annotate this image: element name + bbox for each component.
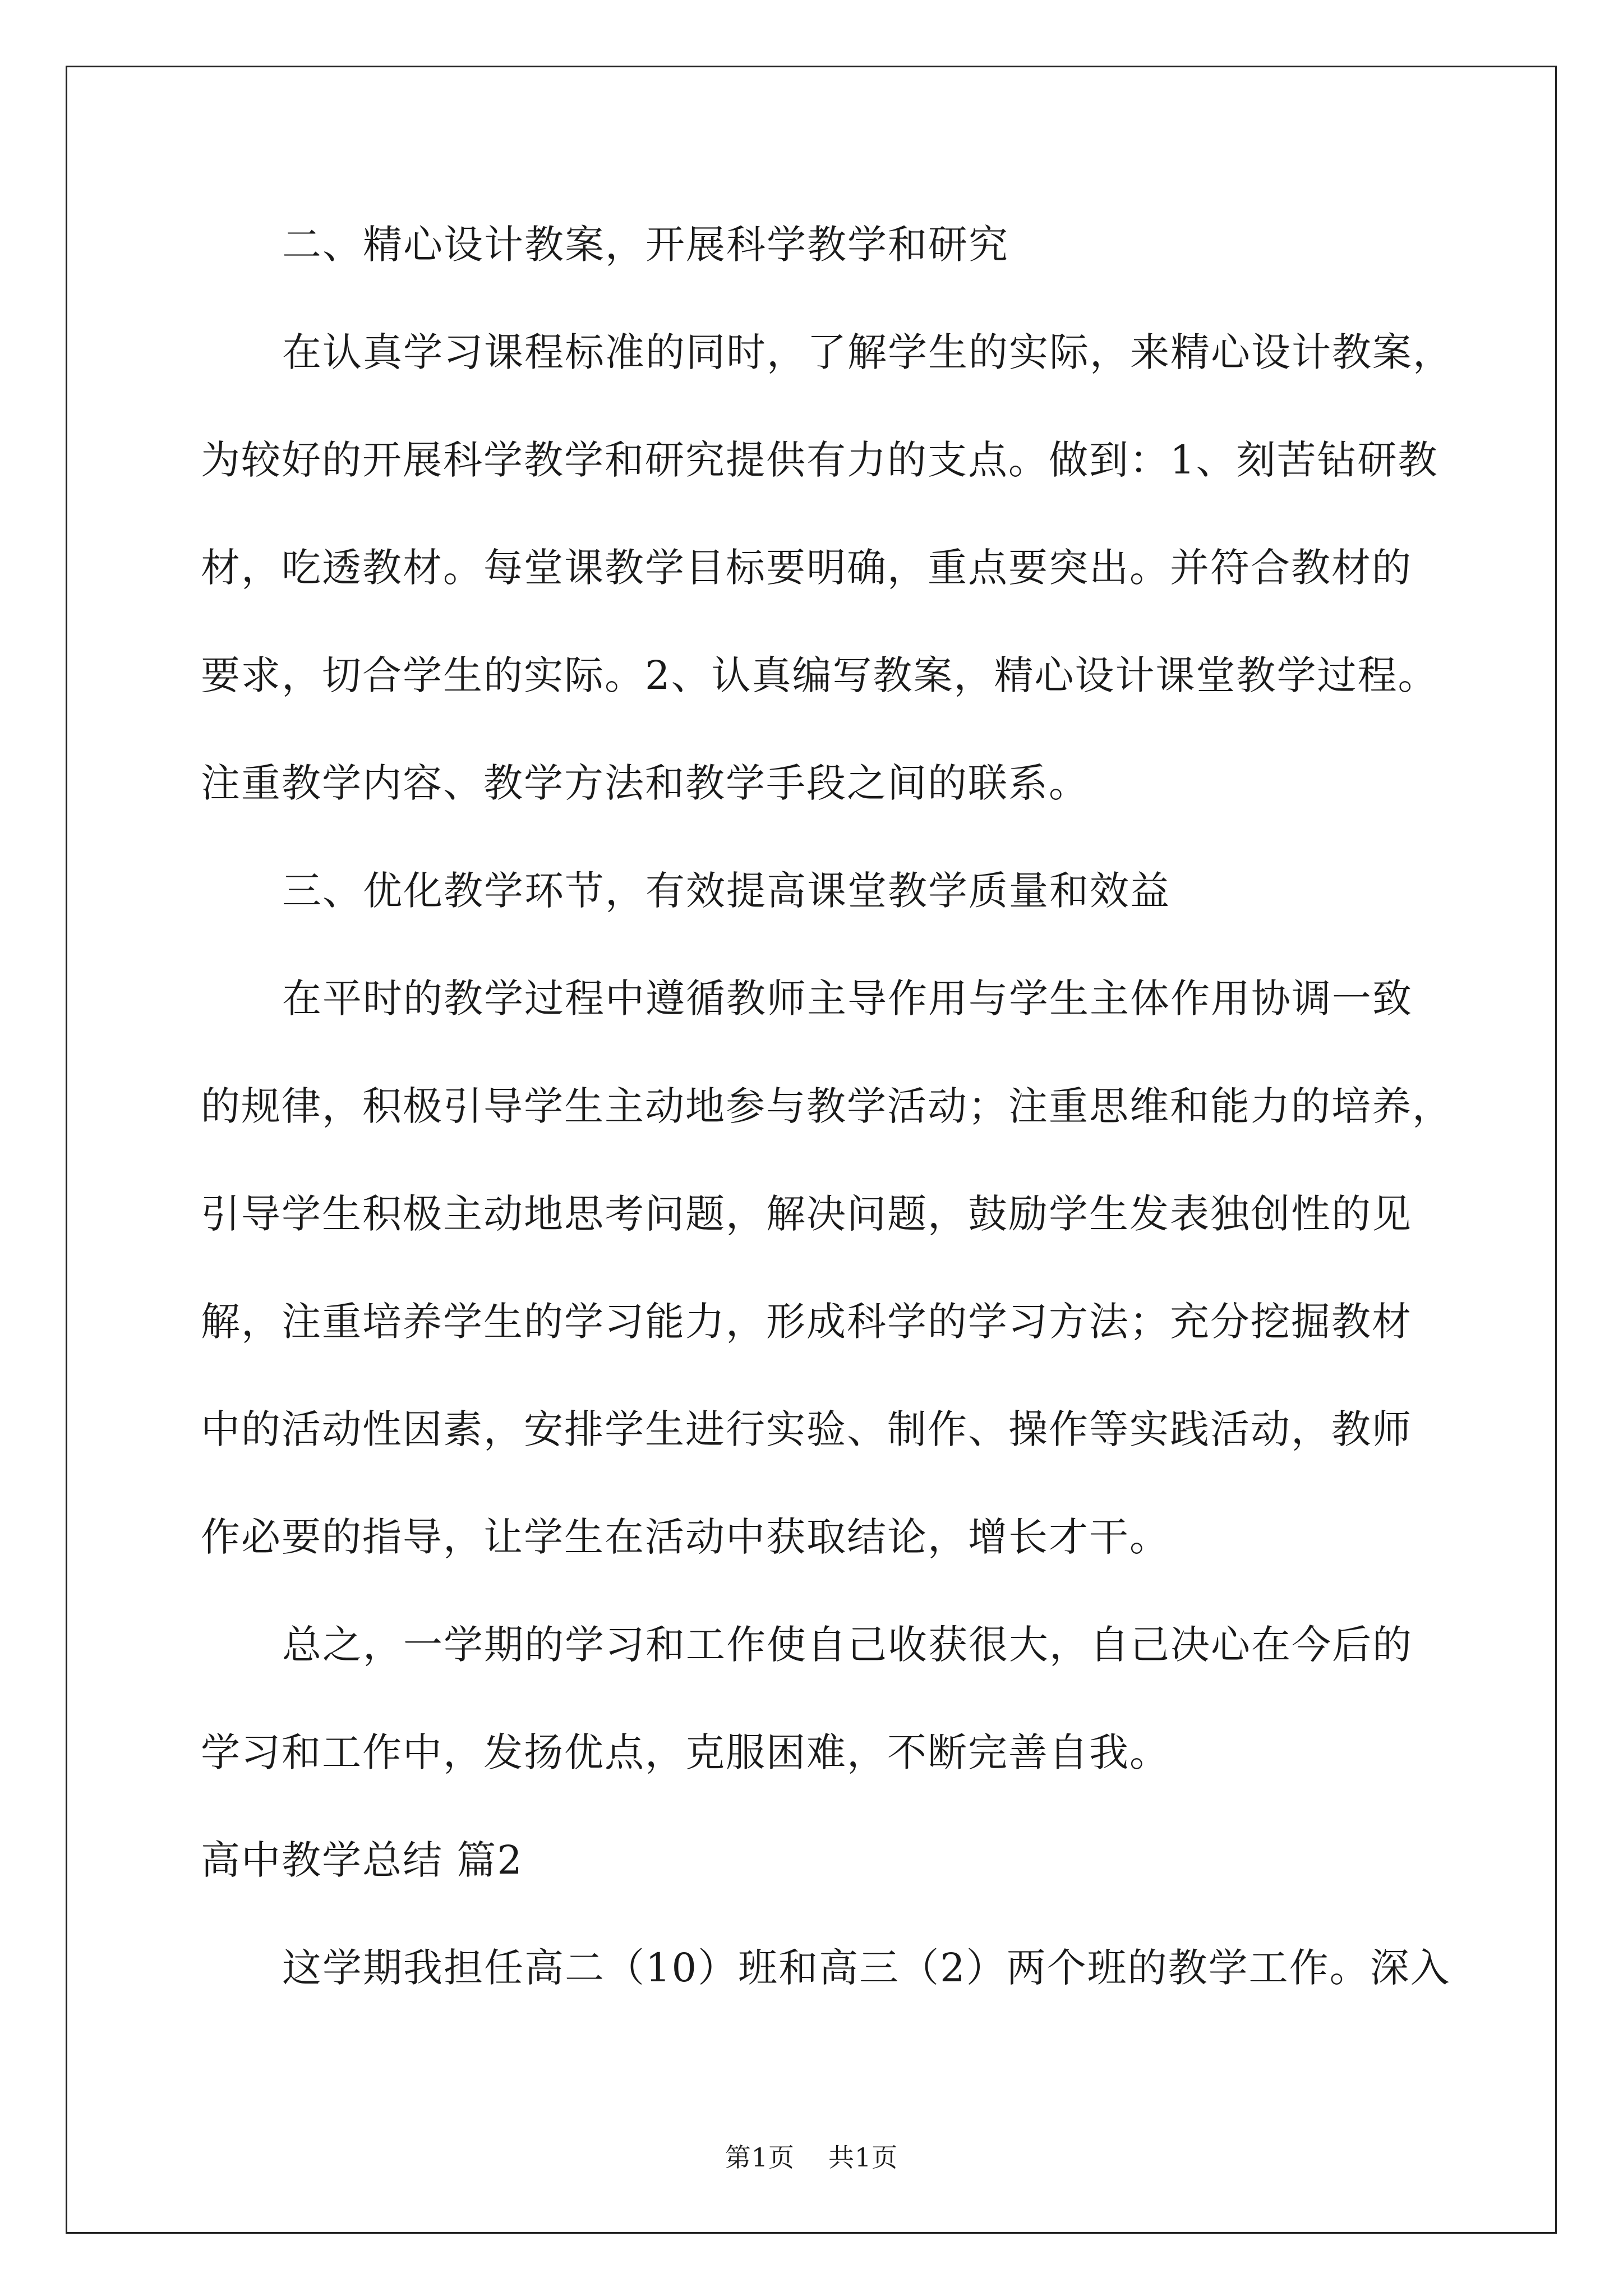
paragraph-line: 为较好的开展科学教学和研究提供有力的支点。做到：1、刻苦钻研教: [201, 437, 1438, 483]
paragraph-line: 引导学生积极主动地思考问题，解决问题，鼓励学生发表独创性的见: [201, 1191, 1412, 1237]
paragraph-line: 要求，切合学生的实际。2、认真编写教案，精心设计课堂教学过程。: [201, 652, 1438, 698]
section-heading-2: 二、精心设计教案，开展科学教学和研究: [282, 222, 1009, 268]
paragraph-line: 材，吃透教材。每堂课教学目标要明确，重点要突出。并符合教材的: [201, 545, 1412, 591]
paragraph-line: 注重教学内容、教学方法和教学手段之间的联系。: [201, 760, 1089, 806]
paragraph-line: 在平时的教学过程中遵循教师主导作用与学生主体作用协调一致: [282, 976, 1413, 1022]
article-title: 高中教学总结 篇2: [201, 1837, 523, 1883]
paragraph-line: 作必要的指导，让学生在活动中获取结论，增长才干。: [201, 1514, 1170, 1560]
page-number: 第1页: [725, 2142, 795, 2173]
paragraph-line: 这学期我担任高二（10）班和高三（2）两个班的教学工作。深入: [282, 1945, 1451, 1991]
paragraph-line: 学习和工作中，发扬优点，克服困难，不断完善自我。: [201, 1729, 1170, 1775]
page-footer: [0, 2137, 1623, 2174]
page-total: 共1页: [828, 2142, 898, 2173]
paragraph-line: 在认真学习课程标准的同时，了解学生的实际，来精心设计教案，: [282, 329, 1453, 375]
paragraph-line: 中的活动性因素，安排学生进行实验、制作、操作等实践活动，教师: [201, 1406, 1412, 1452]
section-heading-3: 三、优化教学环节，有效提高课堂教学质量和效益: [282, 868, 1170, 914]
paragraph-line: 解，注重培养学生的学习能力，形成科学的学习方法；充分挖掘教材: [201, 1299, 1412, 1345]
paragraph-line: 总之，一学期的学习和工作使自己收获很大，自己决心在今后的: [282, 1622, 1413, 1668]
document-body: [201, 191, 1457, 2022]
paragraph-line: 的规律，积极引导学生主动地参与教学活动；注重思维和能力的培养，: [201, 1083, 1453, 1129]
